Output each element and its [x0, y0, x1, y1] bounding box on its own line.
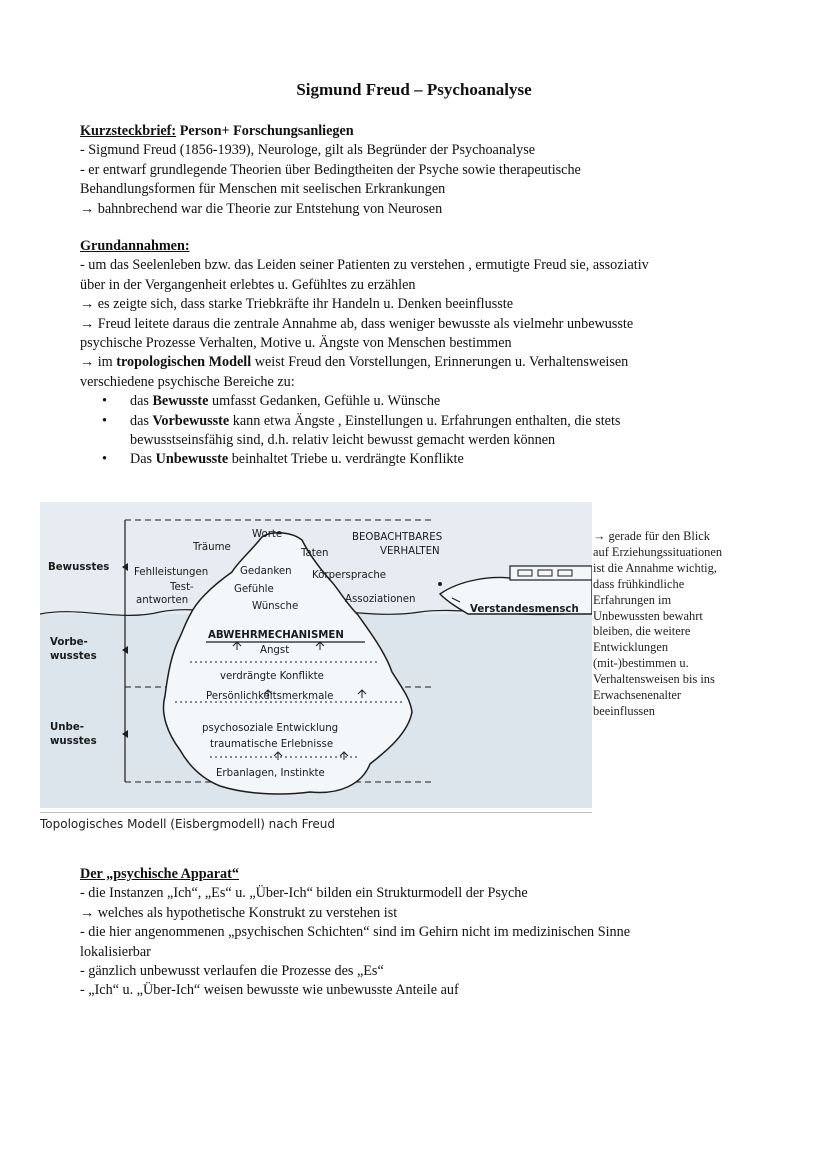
- bullet-bold: Bewusste: [152, 393, 209, 410]
- label-traeume: Träume: [193, 542, 231, 553]
- text-line: über in der Vergangenheit erlebtes u. Gefühltes zu erzählen: [80, 276, 416, 293]
- label-worte: Worte: [252, 529, 283, 540]
- label-angst: Angst: [260, 645, 290, 656]
- side-note-line: Verhaltensweisen bis ins: [593, 672, 715, 687]
- iceberg-diagram: [40, 502, 592, 808]
- text-line: - Sigmund Freud (1856-1939), Neurologe, gilt als Begründer der Psychoanalyse: [80, 142, 536, 159]
- label-verstandesmensch: Verstandesmensch: [470, 604, 579, 615]
- label-gedanken: Gedanken: [240, 566, 292, 577]
- section-grundannahmen: [80, 237, 760, 470]
- caption-divider: [40, 812, 592, 813]
- section-heading: [80, 122, 760, 141]
- label-abwehrmechanismen: ABWEHRMECHANISMEN: [208, 630, 344, 641]
- text-line: verschiedene psychische Bereiche zu:: [80, 373, 295, 390]
- ship-deck: [510, 566, 592, 580]
- text-line: → es zeigte sich, dass starke Triebkräfte ihr Handeln u. Denken beeinflusste: [80, 296, 513, 313]
- heading-underlined: Kurzsteckbrief:: [80, 123, 177, 139]
- bullet-rest: beinhaltet Triebe u. verdrängte Konflikte: [228, 451, 464, 468]
- iceberg-figure: [40, 502, 592, 808]
- text-line: Behandlungsformen für Menschen mit seelischen Erkrankungen: [80, 181, 446, 198]
- text-line: - „Ich“ u. „Über-Ich“ weisen bewusste wie unbewusste Anteile auf: [80, 982, 459, 999]
- bullet-bold: Vorbewusste: [152, 412, 230, 429]
- text-line: - die Instanzen „Ich“, „Es“ u. „Über-Ich“ bilden ein Strukturmodell der Psyche: [80, 885, 528, 902]
- text-line: → welches als hypothetische Konstrukt zu verstehen ist: [80, 904, 398, 921]
- list-item: [80, 412, 760, 451]
- text-line: psychische Prozesse Verhalten, Motive u. Ängste von Menschen bestimmen: [80, 335, 512, 352]
- text-line: → Freud leitete daraus die zentrale Annahme ab, dass weniger bewusste als vielmehr unbewusste: [80, 315, 634, 332]
- side-note-line: beeinflussen: [593, 703, 655, 718]
- side-note-line: auf Erziehungssituationen: [593, 544, 723, 559]
- label-verhalten: VERHALTEN: [380, 546, 440, 557]
- level-vorbewusstes-2: wusstes: [50, 651, 97, 662]
- side-note-line: dass frühkindliche: [593, 576, 685, 591]
- bullet-list: [80, 392, 760, 470]
- label-psychosoziale-entwicklung: psychosoziale Entwicklung: [202, 723, 339, 734]
- topo-prefix: → im: [80, 354, 117, 371]
- section-psychischer-apparat: [80, 865, 760, 1001]
- side-note-line: → gerade für den Blick: [593, 529, 710, 543]
- section-heading: Der „psychische Apparat“: [80, 866, 239, 882]
- label-erbanlagen: Erbanlagen, Instinkte: [216, 768, 325, 779]
- label-verdraengte-konflikte: verdrängte Konflikte: [220, 671, 324, 682]
- level-bewusstes: Bewusstes: [48, 562, 110, 573]
- text-line: - gänzlich unbewusst verlaufen die Prozesse des „Es“: [80, 963, 384, 980]
- bullet-pre: das: [130, 412, 153, 429]
- label-antworten: antworten: [136, 595, 189, 606]
- bullet-pre: das: [130, 393, 153, 410]
- bullet-pre: Das: [130, 451, 156, 468]
- label-traumatische-erlebnisse: traumatische Erlebnisse: [210, 739, 334, 750]
- bullet-rest: umfasst Gedanken, Gefühle u. Wünsche: [208, 393, 441, 410]
- text-line: - er entwarf grundlegende Theorien über Bedingtheiten der Psyche sowie therapeutische: [80, 161, 581, 178]
- label-test: Test-: [170, 582, 194, 593]
- side-note-line: (mit-)bestimmen u.: [593, 656, 689, 671]
- bullet-bold: Unbewusste: [155, 451, 229, 468]
- heading-rest: Person+ Forschungsanliegen: [176, 123, 354, 139]
- section-heading: Grundannahmen:: [80, 238, 190, 254]
- text-line: - die hier angenommenen „psychischen Schichten“ sind im Gehirn nicht im medizinischen Sinne: [80, 924, 631, 941]
- side-note-line: Erwachsenenalter: [593, 688, 682, 703]
- topo-bold: tropologischen Modell: [116, 354, 252, 371]
- side-note-line: Erfahrungen im: [593, 592, 672, 607]
- figure-caption: Topologisches Modell (Eisbergmodell) nach Freud: [40, 817, 335, 831]
- label-taten: Taten: [301, 548, 329, 559]
- label-beobachtbares: BEOBACHTBARES: [352, 532, 443, 543]
- side-note: [593, 529, 773, 720]
- level-unbewusstes-2: wusstes: [50, 736, 97, 747]
- label-gefuehle: Gefühle: [234, 584, 274, 595]
- side-note-line: Unbewussten bewahrt: [593, 608, 703, 623]
- topo-rest: weist Freud den Vorstellungen, Erinnerungen u. Verhaltensweisen: [251, 354, 629, 371]
- page-title: Sigmund Freud – Psychoanalyse: [296, 80, 532, 99]
- list-item: [80, 392, 760, 411]
- text-line: - um das Seelenleben bzw. das Leiden seiner Patienten zu verstehen , ermutigte Freud sie, assoziativ: [80, 257, 649, 274]
- bullet-continuation: bewusstseinsfähig sind, d.h. relativ leicht bewusst gemacht werden können: [130, 432, 556, 449]
- side-note-line: ist die Annahme wichtig,: [593, 560, 717, 575]
- level-vorbewusstes-1: Vorbe-: [50, 637, 88, 648]
- bullet-rest: kann etwa Ängste , Einstellungen u. Erfahrungen enthalten, die stets: [229, 412, 621, 429]
- label-koerpersprache: Körpersprache: [312, 570, 387, 581]
- list-item: [80, 450, 760, 469]
- ship-bow-dot: [438, 582, 442, 586]
- side-note-line: bleiben, die weitere: [593, 624, 691, 639]
- label-wuensche: Wünsche: [252, 601, 299, 612]
- text-line: lokalisierbar: [80, 943, 151, 960]
- label-fehlleistungen: Fehlleistungen: [134, 567, 209, 578]
- text-line: [80, 353, 760, 372]
- text-line: → bahnbrechend war die Theorie zur Entstehung von Neurosen: [80, 200, 443, 217]
- label-assoziationen: Assoziationen: [345, 594, 416, 605]
- section-kurzsteckbrief: [80, 122, 760, 219]
- label-persoenlichkeitsmerkmale: Persönlichkeitsmerkmale: [206, 691, 334, 702]
- level-unbewusstes-1: Unbe-: [50, 722, 84, 733]
- side-note-line: Entwicklungen: [593, 640, 669, 655]
